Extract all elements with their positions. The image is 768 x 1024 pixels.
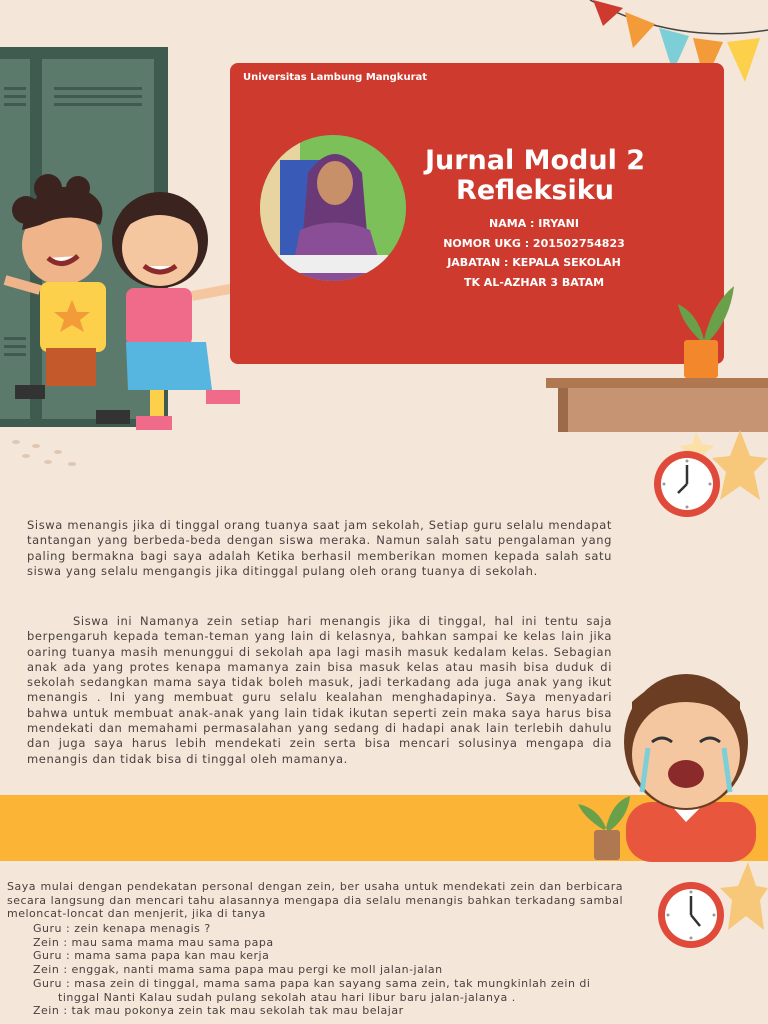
clock-icon xyxy=(652,449,722,519)
paragraph-2 xyxy=(27,614,612,767)
clock-icon-2 xyxy=(656,880,726,950)
paragraph-1: Siswa menangis jika di tinggal orang tuanya saat jam sekolah, Setiap guru selalu mendapat tantangan yang berbeda-beda dengan siswa meraka. Namun salah satu pengalaman yang paling bermakna bagi saya adalah Ketika berhasil memberikan momen kepada salah satu siswa yang selalu mengangis jika ditinggal pulang oleh orang tuanya di sekolah. xyxy=(27,518,612,578)
dialogue-line: tinggal Nanti Kalau sudah pulang sekolah atau hari libur baru jalan-jalanya . xyxy=(58,990,516,1004)
nama-label: NAMA : IRYANI xyxy=(489,217,579,230)
dialogue-line: Guru : zein kenapa menagis ? xyxy=(33,922,211,935)
desk-illustration xyxy=(546,378,768,432)
title-line1: Jurnal Modul 2 xyxy=(424,145,646,176)
small-plant-icon xyxy=(576,790,634,862)
person-avatar-icon xyxy=(260,135,406,281)
page-title xyxy=(415,146,655,206)
dialogue-line: Zein : mau sama mama mau sama papa xyxy=(33,935,274,949)
dialogue-line: Guru : masa zein di tinggal, mama sama papa kan sayang sama zein, tak mungkinlah zein di xyxy=(33,976,591,990)
dialogue-line: Guru : mama sama papa kan mau kerja xyxy=(33,949,270,963)
dialogue-list xyxy=(33,922,623,1018)
title-line2: Refleksiku xyxy=(456,175,614,206)
potted-plant-icon xyxy=(672,284,738,380)
crying-child-illustration xyxy=(616,662,756,862)
jabatan-label: JABATAN : KEPALA SEKOLAH xyxy=(447,256,621,269)
dots-decoration xyxy=(6,436,96,470)
profile-info xyxy=(440,214,628,292)
profile-photo xyxy=(260,135,406,281)
children-illustration xyxy=(0,170,252,432)
nomor-ukg-label: NOMOR UKG : 201502754823 xyxy=(443,236,625,250)
sekolah-label: TK AL-AZHAR 3 BATAM xyxy=(463,275,605,289)
paragraph-2-text: Siswa ini Namanya zein setiap hari menangis jika di tinggal, hal ini tentu saja berpengaruh kepada teman-teman yang lain di kelasnya, bahkan sampai ke kelas lain jika oaring tuanya masih menunggui di sekolah apa lagi masih masuk kedalam kelas. Sebagian anak ada yang protes kenapa mamanya zain bisa masuk kelas atau masih bisa duduk di sekolah sedangkan mama saya tidak boleh masuk, jadi terkadang ada juga anak yang ikut menangis . Ini yang membuat guru selalu kealahan menghadapinya. Saya menyadari bahwa untuk membuat anak-anak yang lain tidak ikutan seperti zein maka saya harus bisa mendekati dan memahami permasalahan yang sedang di hadapi anak lain terlebih dahulu dan juga saya harus lebih mendekati zein serta bisa mencari solusinya mengapa dia menangis dan tidak bisa di tinggal oleh mamanya. xyxy=(27,614,612,766)
dialogue-line: Zein : enggak, nanti mama sama papa mau pergi ke moll jalan-jalan xyxy=(33,963,443,977)
paragraph-3: Saya mulai dengan pendekatan personal dengan zein, ber usaha untuk mendekati zein dan berbicara secara langsung dan mencari tahu alasannya mengapa dia selalu menangis bahkan terkadang sambal meloncat-loncat dan menjerit, jika di tanya xyxy=(7,880,623,921)
university-label: Universitas Lambung Mangkurat xyxy=(243,72,428,83)
dialogue-line: Zein : tak mau pokonya zein tak mau sekolah tak mau belajar xyxy=(33,1004,404,1018)
